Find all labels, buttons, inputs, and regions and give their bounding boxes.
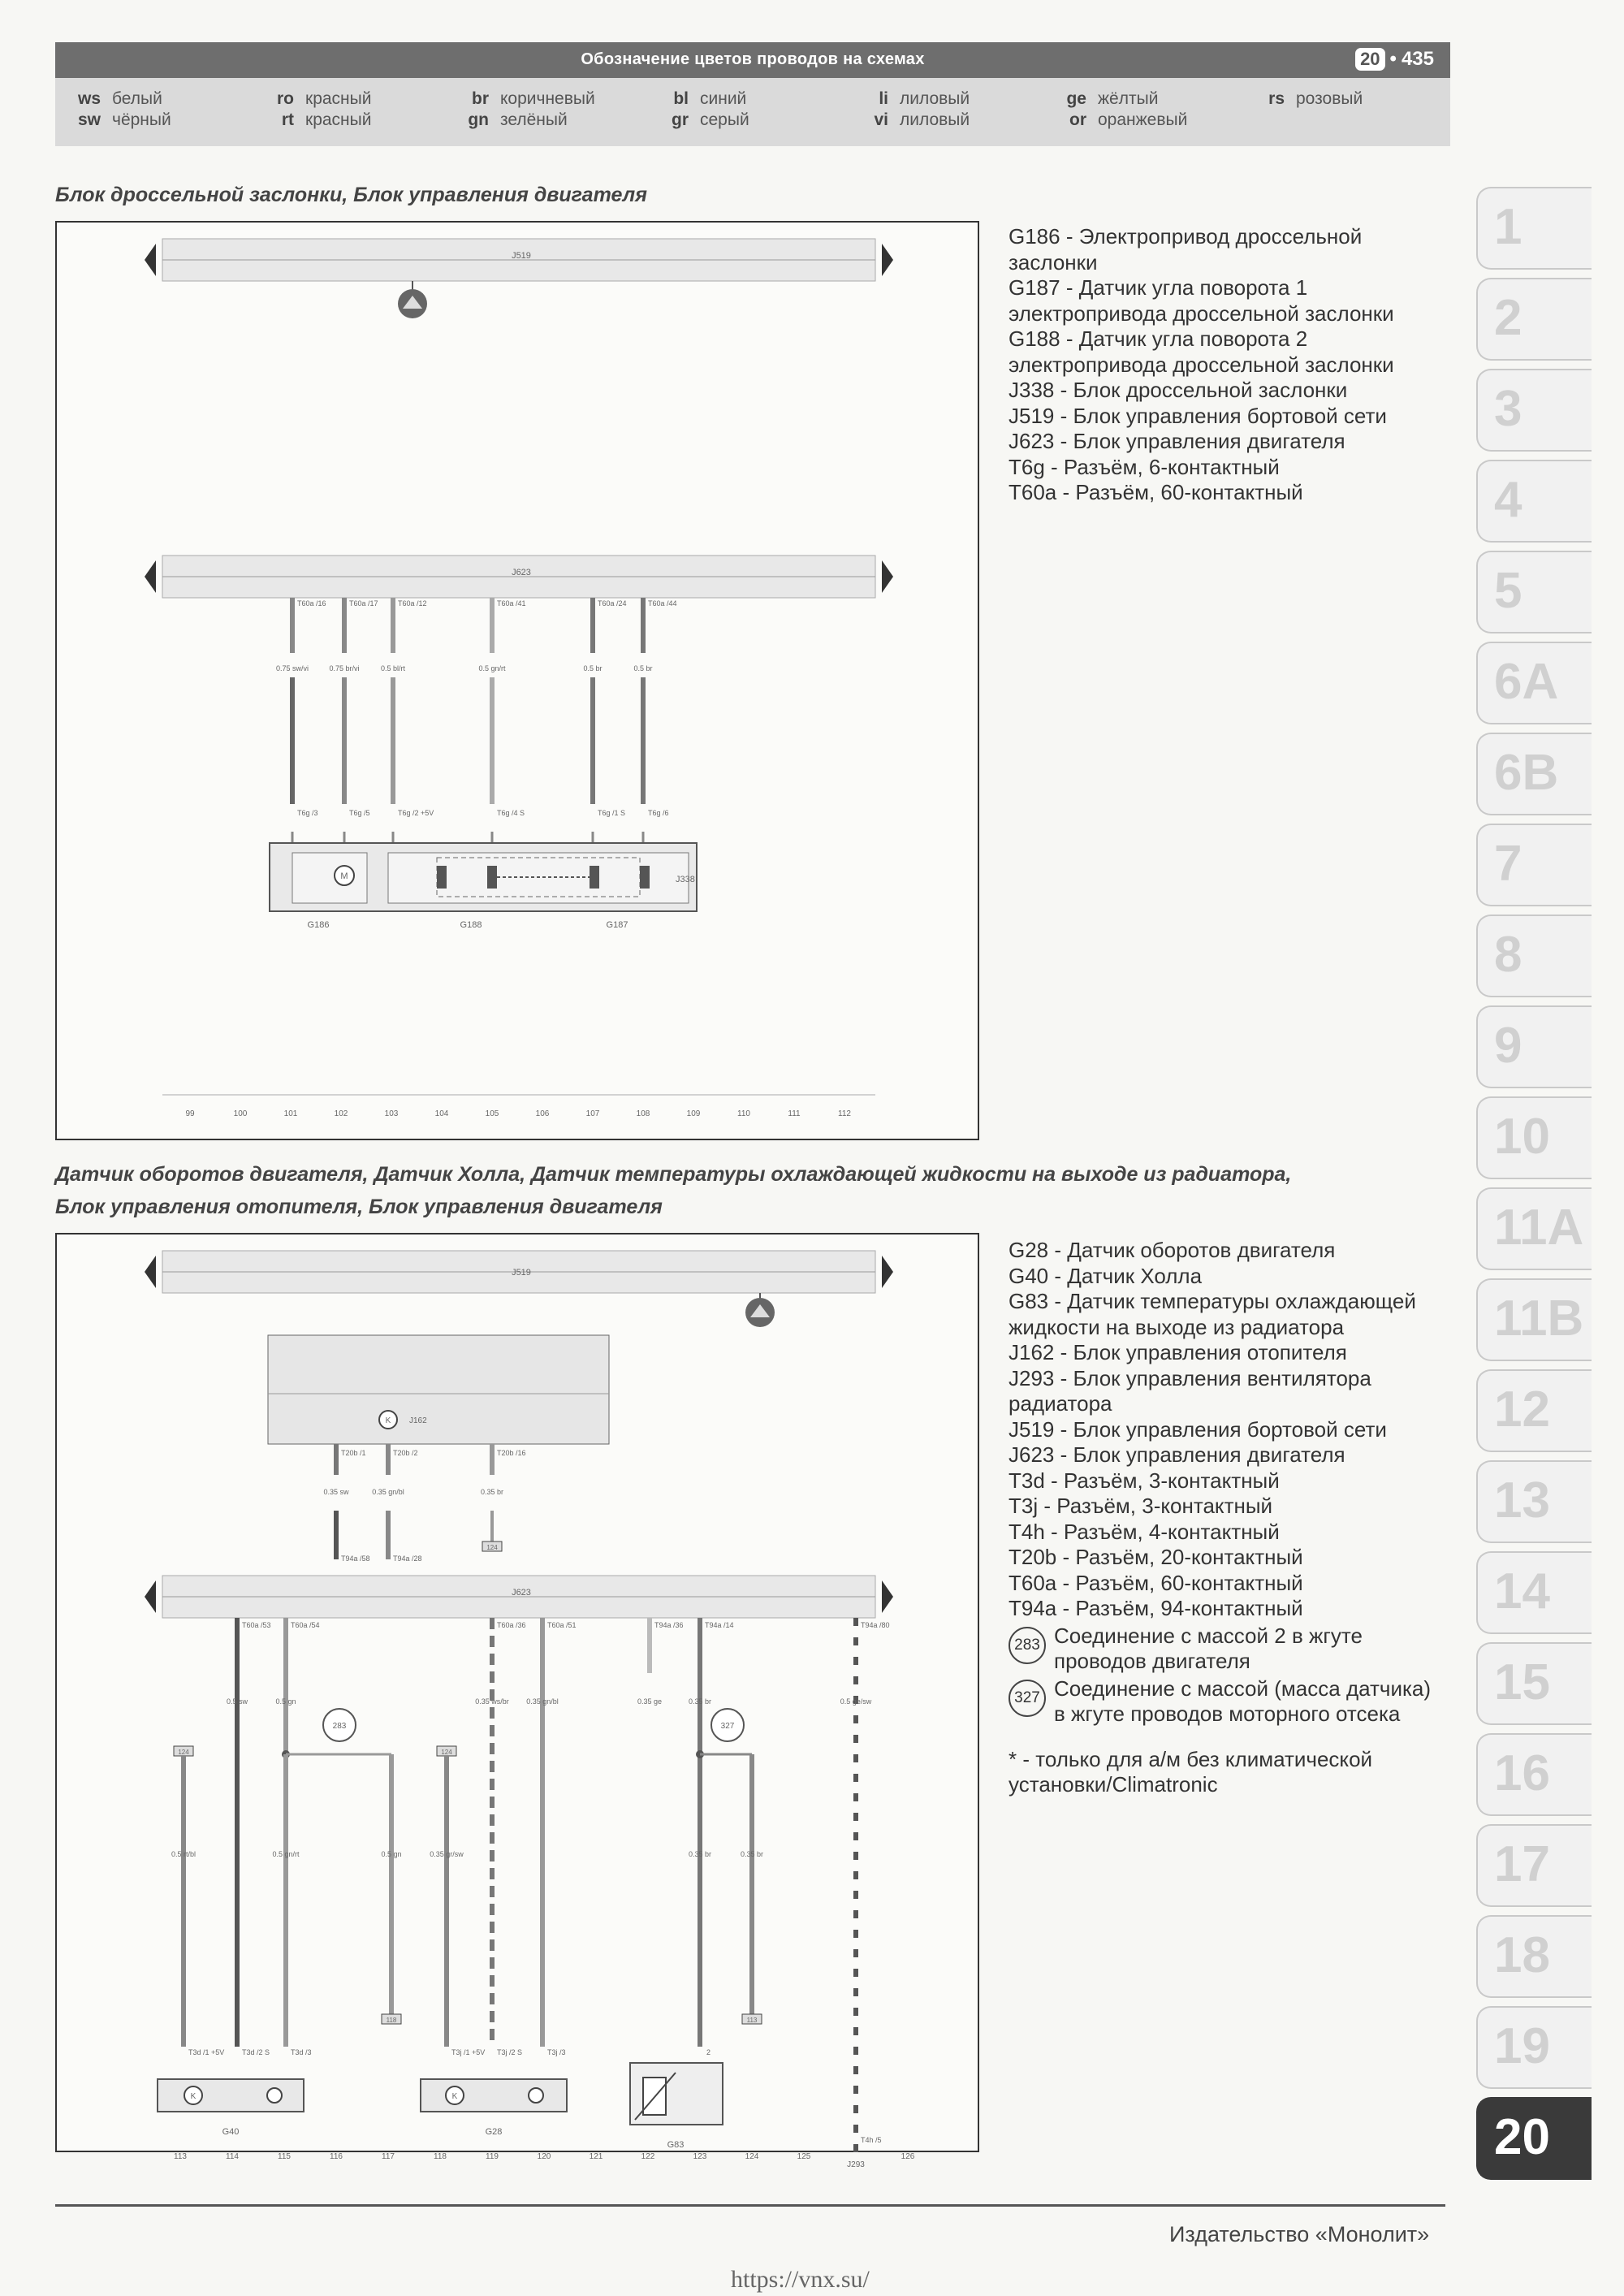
wire-3: [381, 598, 434, 872]
color-rs: rs розовый: [1268, 89, 1363, 108]
tab-9[interactable]: 9: [1476, 1005, 1592, 1088]
svg-text:124: 124: [441, 1749, 452, 1756]
grid-numbers: [185, 1109, 851, 1118]
legend-t94a: T94a - Разъём, 94-контактный: [1009, 1596, 1303, 1620]
svg-text:0.35 br: 0.35 br: [688, 1697, 712, 1706]
svg-text:T3d /1 +5V: T3d /1 +5V: [188, 2048, 225, 2056]
legend-j623: J623 - Блок управления двигателя: [1009, 429, 1345, 453]
svg-text:K: K: [190, 2092, 197, 2101]
svg-text:T94a /28: T94a /28: [393, 1554, 422, 1563]
svg-text:T60a /53: T60a /53: [242, 1621, 271, 1629]
ground-283-text: Соединение с массой 2 в жгуте проводов двигателя: [1054, 1623, 1363, 1673]
bus-j623-label: J623: [512, 568, 531, 577]
legend-t20b: T20b - Разъём, 20-контактный: [1009, 1545, 1303, 1569]
header-title: Обозначение цветов проводов на схемах: [581, 50, 925, 68]
color-or: or оранжевый: [1069, 110, 1188, 129]
tab-6b[interactable]: 6B: [1476, 733, 1592, 815]
legend-ground-327: [1009, 1676, 1447, 1727]
svg-text:J338: J338: [676, 875, 695, 884]
svg-text:106: 106: [535, 1109, 550, 1118]
svg-text:T94a /36: T94a /36: [654, 1621, 684, 1629]
svg-text:0.5 rt/bl: 0.5 rt/bl: [171, 1850, 197, 1858]
legend-g83: G83 - Датчик температуры охлаждающей жидкости на выходе из радиатора: [1009, 1289, 1416, 1339]
svg-text:T60a /41: T60a /41: [497, 599, 526, 608]
component-j293-label: J293: [847, 2160, 865, 2169]
wire-t94a-14: [689, 1618, 763, 2056]
color-ws: ws белый: [77, 89, 162, 108]
legend-t60a: T60a - Разъём, 60-контактный: [1009, 1570, 1303, 1595]
legend-ground-283: [1009, 1624, 1447, 1675]
component-g186: [292, 853, 367, 903]
tab-13[interactable]: 13: [1476, 1460, 1592, 1543]
color-ro: ro красный: [277, 89, 372, 108]
legend-j338: J338 - Блок дроссельной заслонки: [1009, 378, 1348, 402]
svg-text:118: 118: [386, 2017, 397, 2024]
legend-g186: G186 - Электропривод дроссельной заслонки: [1009, 224, 1363, 275]
tab-19[interactable]: 19: [1476, 2006, 1592, 2089]
legend-g40: G40 - Датчик Холла: [1009, 1263, 1203, 1288]
chapter-badge: 20: [1355, 48, 1384, 71]
svg-text:100: 100: [233, 1109, 248, 1118]
tab-11b[interactable]: 11B: [1476, 1278, 1592, 1361]
legend-g28: G28 - Датчик оборотов двигателя: [1009, 1238, 1336, 1262]
svg-text:119: 119: [486, 2152, 499, 2161]
svg-text:0.35 gn/bl: 0.35 gn/bl: [372, 1488, 404, 1496]
svg-text:T6g /5: T6g /5: [349, 809, 370, 817]
svg-text:118: 118: [434, 2152, 447, 2161]
color-br: br коричневый: [472, 89, 595, 108]
color-bl: bl синий: [673, 89, 747, 108]
bus-left-arrow: [145, 244, 156, 276]
svg-text:0.75 sw/vi: 0.75 sw/vi: [275, 664, 309, 672]
section2-title-line1: Датчик оборотов двигателя, Датчик Холла, Датчик температуры охлаждающей жидкости на выходе из радиатора,: [55, 1163, 1292, 1186]
svg-text:110: 110: [737, 1109, 750, 1118]
tab-2[interactable]: 2: [1476, 278, 1592, 361]
svg-text:T60a /16: T60a /16: [297, 599, 326, 608]
svg-text:0.35 sw: 0.35 sw: [323, 1488, 349, 1496]
tab-15[interactable]: 15: [1476, 1642, 1592, 1725]
wire-6: [633, 598, 676, 872]
svg-text:J162: J162: [409, 1416, 427, 1425]
svg-text:116: 116: [330, 2152, 343, 2161]
svg-text:104: 104: [434, 1109, 449, 1118]
svg-text:0.35 ws/br: 0.35 ws/br: [475, 1697, 509, 1706]
svg-text:T60a /24: T60a /24: [598, 599, 627, 608]
wire-1: [276, 598, 326, 872]
wire-left-g28: [430, 1746, 485, 2056]
svg-text:K: K: [385, 1416, 391, 1425]
svg-text:123: 123: [693, 2152, 707, 2161]
tab-4[interactable]: 4: [1476, 460, 1592, 543]
wire-t60a-54: [272, 1618, 401, 2056]
svg-text:T60a /51: T60a /51: [547, 1621, 577, 1629]
tab-1[interactable]: 1: [1476, 187, 1592, 270]
footnote: * - только для а/м без климатической установки/Climatronic: [1009, 1746, 1373, 1797]
grid-numbers: [174, 2152, 915, 2161]
svg-text:T60a /44: T60a /44: [648, 599, 677, 608]
svg-text:124: 124: [745, 2152, 759, 2161]
color-rt: rt красный: [281, 110, 372, 129]
tab-18[interactable]: 18: [1476, 1915, 1592, 1998]
legend-t3j: T3j - Разъём, 3-контактный: [1009, 1494, 1273, 1518]
tab-6a[interactable]: 6A: [1476, 642, 1592, 724]
tab-16[interactable]: 16: [1476, 1733, 1592, 1816]
svg-text:111: 111: [788, 1109, 801, 1118]
upper-wire-1: [323, 1444, 369, 1563]
legend-j623: J623 - Блок управления двигателя: [1009, 1442, 1345, 1467]
svg-text:105: 105: [485, 1109, 499, 1118]
bullet: •: [1389, 48, 1397, 70]
svg-text:0.35 br: 0.35 br: [688, 1850, 712, 1858]
component-g28: [421, 2079, 567, 2137]
svg-text:K: K: [451, 2092, 458, 2101]
svg-text:T3d /3: T3d /3: [291, 2048, 312, 2056]
svg-text:0.5 br: 0.5 br: [633, 664, 653, 672]
diagram-sensors-svg: [57, 1234, 978, 2169]
svg-text:T6g /6: T6g /6: [648, 809, 669, 817]
svg-text:T3j /3: T3j /3: [547, 2048, 566, 2056]
svg-text:T3j /2 S: T3j /2 S: [497, 2048, 523, 2056]
section2-legend: [1009, 1238, 1447, 1798]
svg-text:M: M: [340, 871, 348, 881]
bus-right-arrow: [882, 244, 893, 276]
svg-text:0.35 gr/sw: 0.35 gr/sw: [430, 1850, 464, 1858]
svg-text:2: 2: [706, 2048, 711, 2056]
legend-g187: G187 - Датчик угла поворота 1 электропривода дроссельной заслонки: [1009, 275, 1394, 326]
svg-text:T6g /4 S: T6g /4 S: [497, 809, 525, 817]
svg-text:T60a /12: T60a /12: [398, 599, 427, 608]
legend-j519: J519 - Блок управления бортовой сети: [1009, 403, 1387, 428]
svg-text:G188: G188: [460, 920, 482, 930]
svg-text:G28: G28: [485, 2127, 503, 2137]
svg-text:J623: J623: [512, 1588, 531, 1598]
color-vi: vi лиловый: [874, 110, 970, 129]
svg-text:327: 327: [720, 1722, 735, 1731]
svg-text:112: 112: [838, 1109, 851, 1118]
svg-text:0.5 gn/rt: 0.5 gn/rt: [478, 664, 506, 672]
svg-text:102: 102: [334, 1109, 348, 1118]
svg-text:0.5 gn: 0.5 gn: [275, 1697, 296, 1706]
svg-text:T60a /54: T60a /54: [291, 1621, 320, 1629]
tab-3[interactable]: 3: [1476, 369, 1592, 452]
ground-symbol: [745, 1293, 775, 1327]
svg-text:G40: G40: [222, 2127, 240, 2137]
section1-title: Блок дроссельной заслонки, Блок управления двигателя: [55, 184, 647, 206]
svg-text:T6g /1 S: T6g /1 S: [598, 809, 626, 817]
component-g40: [158, 2079, 304, 2137]
tab-12[interactable]: 12: [1476, 1369, 1592, 1452]
svg-text:101: 101: [283, 1109, 298, 1118]
svg-text:T20b /2: T20b /2: [393, 1449, 418, 1457]
footer-divider: [55, 2204, 1445, 2207]
svg-text:0.5 gn: 0.5 gn: [381, 1850, 402, 1858]
legend-j293: J293 - Блок управления вентилятора радиатора: [1009, 1365, 1371, 1416]
wire-t60a-36: [475, 1618, 525, 2056]
svg-text:114: 114: [226, 2152, 239, 2161]
svg-text:103: 103: [384, 1109, 399, 1118]
svg-text:0.35 gn/bl: 0.35 gn/bl: [526, 1697, 559, 1706]
svg-text:109: 109: [686, 1109, 701, 1118]
source-url[interactable]: https://vnx.su/: [731, 2266, 870, 2293]
tab-14[interactable]: 14: [1476, 1551, 1592, 1634]
tab-17[interactable]: 17: [1476, 1824, 1592, 1907]
svg-text:115: 115: [278, 2152, 291, 2161]
svg-text:124: 124: [486, 1544, 498, 1551]
svg-text:G187: G187: [606, 920, 628, 930]
section2-title-line2: Блок управления отопителя, Блок управления двигателя: [55, 1196, 663, 1218]
svg-text:0.5 bl/rt: 0.5 bl/rt: [380, 664, 406, 672]
svg-text:122: 122: [641, 2152, 655, 2161]
svg-text:113: 113: [746, 2017, 758, 2024]
svg-text:120: 120: [537, 2152, 551, 2161]
upper-wire-3: [481, 1444, 526, 1551]
svg-text:T94a /58: T94a /58: [341, 1554, 370, 1563]
svg-text:0.5 sw: 0.5 sw: [226, 1697, 248, 1706]
wire-t60a-51: [526, 1618, 576, 2056]
svg-text:0.35 br: 0.35 br: [740, 1850, 764, 1858]
section1-legend: [1009, 224, 1447, 506]
tab-5[interactable]: 5: [1476, 551, 1592, 633]
svg-text:117: 117: [382, 2152, 395, 2161]
svg-text:108: 108: [636, 1109, 650, 1118]
color-gr: gr серый: [672, 110, 749, 129]
page-header: [55, 42, 1450, 146]
svg-text:124: 124: [178, 1749, 189, 1756]
svg-text:0.5 gn/rt: 0.5 gn/rt: [272, 1850, 300, 1858]
diagram-throttle-svg: [57, 223, 978, 1139]
diagram-throttle: [55, 221, 979, 1140]
svg-text:0.35 ge: 0.35 ge: [637, 1697, 663, 1706]
svg-text:J519: J519: [512, 1268, 531, 1278]
wire-2: [329, 598, 378, 872]
publisher: Издательство «Монолит»: [1169, 2222, 1430, 2246]
svg-text:0.5 ge/sw: 0.5 ge/sw: [840, 1697, 872, 1706]
wire-left-g40: [171, 1746, 224, 2056]
svg-text:T3d /2 S: T3d /2 S: [242, 2048, 270, 2056]
ground-327-badge: 327: [1009, 1680, 1046, 1717]
svg-text:0.5 br: 0.5 br: [583, 664, 603, 672]
bus-j519-label: J519: [512, 251, 531, 261]
upper-wire-2: [372, 1444, 421, 1563]
legend-j519: J519 - Блок управления бортовой сети: [1009, 1416, 1387, 1442]
page-num: 435: [1401, 48, 1434, 70]
svg-text:T4h /5: T4h /5: [861, 2136, 882, 2144]
tab-7[interactable]: 7: [1476, 824, 1592, 906]
svg-text:T60a /17: T60a /17: [349, 599, 378, 608]
wire-t94a-36: [637, 1618, 684, 1706]
legend-g188: G188 - Датчик угла поворота 2 электропривода дроссельной заслонки: [1009, 326, 1394, 377]
legend-t3d: T3d - Разъём, 3-контактный: [1009, 1468, 1280, 1493]
legend-t60a: T60a - Разъём, 60-контактный: [1009, 480, 1303, 504]
tab-8[interactable]: 8: [1476, 915, 1592, 997]
tab-11a[interactable]: 11A: [1476, 1187, 1592, 1270]
wire-t94a-80: [840, 1618, 890, 2152]
svg-text:T94a /80: T94a /80: [861, 1621, 890, 1629]
diagram-sensors: [55, 1233, 979, 2169]
svg-text:T60a /36: T60a /36: [497, 1621, 526, 1629]
svg-text:121: 121: [589, 2152, 603, 2161]
legend-t4h: T4h - Разъём, 4-контактный: [1009, 1519, 1280, 1544]
svg-text:99: 99: [185, 1109, 195, 1118]
color-ge: ge жёлтый: [1066, 89, 1159, 108]
legend-t6g: T6g - Разъём, 6-контактный: [1009, 454, 1280, 479]
legend-j162: J162 - Блок управления отопителя: [1009, 1340, 1347, 1364]
wire-4: [478, 598, 525, 872]
component-j162: [268, 1335, 609, 1444]
tab-10[interactable]: 10: [1476, 1096, 1592, 1179]
wire-5: [583, 598, 626, 872]
ground-327-text: Соединение с массой (масса датчика) в жгуте проводов моторного отсека: [1054, 1676, 1432, 1726]
svg-text:0.75 br/vi: 0.75 br/vi: [329, 664, 360, 672]
wire-color-legend: [55, 89, 1450, 141]
ground-283-badge: 283: [1009, 1627, 1046, 1664]
svg-text:T20b /16: T20b /16: [497, 1449, 526, 1457]
svg-text:107: 107: [585, 1109, 600, 1118]
color-gn: gn зелёный: [468, 110, 568, 129]
ground-symbol: [398, 281, 427, 318]
tab-20[interactable]: 20: [1476, 2097, 1592, 2180]
svg-text:T3j /1 +5V: T3j /1 +5V: [451, 2048, 486, 2056]
color-sw: sw чёрный: [77, 110, 171, 129]
wire-t60a-53: [227, 1618, 271, 2056]
svg-text:126: 126: [901, 2152, 915, 2161]
svg-text:125: 125: [797, 2152, 811, 2161]
svg-text:T94a /14: T94a /14: [705, 1621, 734, 1629]
svg-text:T6g /2 +5V: T6g /2 +5V: [398, 809, 434, 817]
svg-text:G186: G186: [307, 920, 330, 930]
svg-text:T6g /3: T6g /3: [297, 809, 318, 817]
svg-text:113: 113: [174, 2152, 187, 2161]
svg-text:283: 283: [332, 1722, 347, 1731]
svg-text:G83: G83: [667, 2140, 685, 2150]
color-li: li лиловый: [879, 89, 970, 108]
svg-text:0.35 br: 0.35 br: [480, 1488, 504, 1496]
page-number: [1355, 48, 1434, 71]
svg-text:T20b /1: T20b /1: [341, 1449, 366, 1457]
